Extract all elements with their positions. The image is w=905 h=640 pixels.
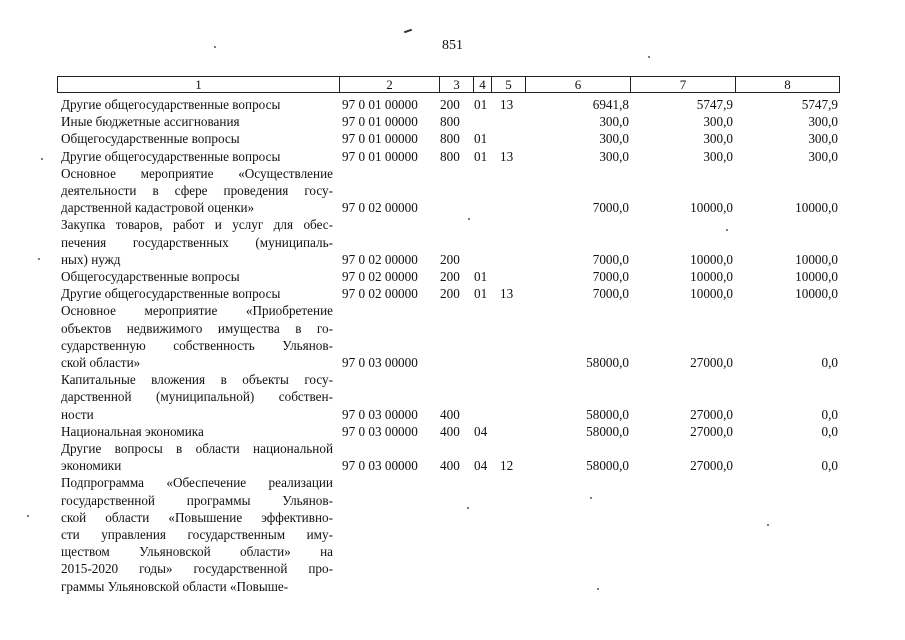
scan-speck bbox=[41, 158, 43, 160]
row-col-7: 27000,0 bbox=[690, 458, 733, 474]
scan-speck bbox=[27, 515, 29, 517]
row-name-line: Основное мероприятие «Приобретение bbox=[61, 303, 333, 319]
row-code: 97 0 03 00000 bbox=[342, 423, 418, 439]
table-row bbox=[0, 268, 905, 285]
header-col-7: 7 bbox=[630, 77, 735, 92]
header-col-2: 2 bbox=[339, 77, 439, 92]
row-col-4: 01 bbox=[474, 269, 488, 285]
row-code: 97 0 02 00000 bbox=[342, 286, 418, 302]
row-code: 97 0 02 00000 bbox=[342, 269, 418, 285]
scan-speck bbox=[726, 229, 728, 231]
row-col-4: 01 bbox=[474, 131, 488, 147]
row-name bbox=[61, 302, 333, 371]
table-row bbox=[0, 96, 905, 113]
row-col-4: 01 bbox=[474, 148, 488, 164]
row-name-line: Подпрограмма «Обеспечение реализации bbox=[61, 475, 333, 491]
row-name bbox=[61, 165, 333, 217]
row-name-line: Другие общегосударственные вопросы bbox=[61, 148, 281, 164]
scan-speck bbox=[767, 524, 769, 526]
row-name-line: сти управления государственным иму- bbox=[61, 527, 333, 543]
row-col-7: 5747,9 bbox=[696, 97, 733, 112]
row-col-7: 10000,0 bbox=[690, 251, 733, 267]
scan-speck bbox=[468, 218, 470, 220]
row-name-line: Закупка товаров, работ и услуг для обес- bbox=[61, 217, 333, 233]
row-name bbox=[61, 113, 333, 130]
table-row bbox=[0, 130, 905, 147]
row-col-7: 10000,0 bbox=[690, 200, 733, 216]
row-col-6: 300,0 bbox=[599, 131, 629, 147]
table-row bbox=[0, 216, 905, 268]
row-col-8: 10000,0 bbox=[795, 251, 838, 267]
row-name-line: ской области» bbox=[61, 355, 141, 371]
row-col-6: 300,0 bbox=[599, 148, 629, 164]
header-col-3: 3 bbox=[439, 77, 473, 92]
row-name-line: Другие вопросы в области национальной bbox=[61, 441, 333, 457]
table-row bbox=[0, 302, 905, 371]
row-name bbox=[61, 285, 333, 302]
row-name-line: Другие общегосударственные вопросы bbox=[61, 286, 281, 302]
row-col-6: 58000,0 bbox=[586, 406, 629, 422]
row-col-8: 0,0 bbox=[821, 458, 838, 474]
row-code: 97 0 03 00000 bbox=[342, 355, 418, 371]
row-name-line: ности bbox=[61, 406, 94, 422]
row-col-4: 04 bbox=[474, 458, 488, 474]
row-col-8: 0,0 bbox=[821, 355, 838, 371]
row-name-line: граммы Ульяновской области «Повыше- bbox=[61, 578, 289, 594]
row-col-4: 04 bbox=[474, 423, 488, 439]
row-name bbox=[61, 440, 333, 474]
table-row bbox=[0, 148, 905, 165]
row-col-8: 0,0 bbox=[821, 423, 838, 439]
row-col-4: 01 bbox=[474, 97, 488, 112]
table-body bbox=[0, 96, 905, 595]
row-name-line: объектов недвижимого имущества в го- bbox=[61, 320, 333, 336]
row-col-3: 200 bbox=[440, 97, 460, 112]
row-col-7: 27000,0 bbox=[690, 423, 733, 439]
row-name-line: ных) нужд bbox=[61, 251, 121, 267]
row-name-line: Другие общегосударственные вопросы bbox=[61, 97, 281, 112]
stray-mark bbox=[404, 29, 412, 34]
row-name bbox=[61, 216, 333, 268]
table-row bbox=[0, 165, 905, 217]
row-col-3: 200 bbox=[440, 286, 460, 302]
row-col-6: 7000,0 bbox=[592, 286, 629, 302]
row-col-8: 10000,0 bbox=[795, 269, 838, 285]
row-name bbox=[61, 96, 333, 113]
scan-speck bbox=[590, 497, 592, 499]
row-name-line: Иные бюджетные ассигнования bbox=[61, 114, 240, 130]
scan-speck bbox=[597, 588, 599, 590]
row-name bbox=[61, 130, 333, 147]
row-col-3: 200 bbox=[440, 269, 460, 285]
row-name bbox=[61, 423, 333, 440]
table-header bbox=[57, 76, 840, 93]
row-col-7: 27000,0 bbox=[690, 355, 733, 371]
row-col-8: 300,0 bbox=[808, 114, 838, 130]
row-name-line: Общегосударственные вопросы bbox=[61, 269, 240, 285]
row-code: 97 0 01 00000 bbox=[342, 114, 418, 130]
row-col-3: 200 bbox=[440, 251, 460, 267]
row-col-3: 400 bbox=[440, 423, 460, 439]
row-col-8: 10000,0 bbox=[795, 200, 838, 216]
row-name-line: дарственной кадастровой оценки» bbox=[61, 200, 255, 216]
row-col-6: 58000,0 bbox=[586, 423, 629, 439]
page-number: 851 bbox=[442, 38, 463, 53]
row-col-8: 300,0 bbox=[808, 131, 838, 147]
row-name bbox=[61, 474, 333, 594]
row-col-7: 300,0 bbox=[703, 114, 733, 130]
row-col-7: 300,0 bbox=[703, 148, 733, 164]
row-name-line: Капитальные вложения в объекты госу- bbox=[61, 372, 333, 388]
row-col-8: 0,0 bbox=[821, 406, 838, 422]
row-col-5: 12 bbox=[500, 458, 514, 474]
row-name-line: Общегосударственные вопросы bbox=[61, 131, 240, 147]
row-code: 97 0 01 00000 bbox=[342, 148, 418, 164]
row-col-8: 5747,9 bbox=[801, 97, 838, 112]
row-name-line: ществом Ульяновской области» на bbox=[61, 544, 333, 560]
row-col-5: 13 bbox=[500, 286, 514, 302]
scan-speck bbox=[648, 56, 650, 58]
table-row bbox=[0, 285, 905, 302]
row-name bbox=[61, 268, 333, 285]
row-col-3: 800 bbox=[440, 114, 460, 130]
scan-speck bbox=[214, 46, 216, 48]
row-name-line: 2015-2020 годы» государственной про- bbox=[61, 561, 333, 577]
row-col-4: 01 bbox=[474, 286, 488, 302]
header-col-1: 1 bbox=[195, 77, 202, 92]
row-col-3: 400 bbox=[440, 406, 460, 422]
row-name-line: деятельности в сфере проведения госу- bbox=[61, 183, 333, 199]
header-col-8: 8 bbox=[735, 77, 839, 92]
row-code: 97 0 03 00000 bbox=[342, 458, 418, 474]
table-row bbox=[0, 440, 905, 474]
row-col-7: 300,0 bbox=[703, 131, 733, 147]
row-name-line: печения государственных (муниципаль- bbox=[61, 234, 333, 250]
row-col-8: 300,0 bbox=[808, 148, 838, 164]
row-name bbox=[61, 148, 333, 165]
row-name-line: экономики bbox=[61, 458, 122, 474]
row-code: 97 0 01 00000 bbox=[342, 97, 418, 112]
row-col-6: 6941,8 bbox=[592, 97, 629, 112]
row-name-line: сударственную собственность Ульянов- bbox=[61, 337, 333, 353]
row-name-line: Национальная экономика bbox=[61, 423, 204, 439]
row-name-line: государственной программы Ульянов- bbox=[61, 492, 333, 508]
row-col-3: 800 bbox=[440, 148, 460, 164]
row-col-7: 27000,0 bbox=[690, 406, 733, 422]
row-name-line: дарственной (муниципальной) собствен- bbox=[61, 389, 333, 405]
row-name-line: ской области «Повышение эффективно- bbox=[61, 509, 333, 525]
row-col-3: 800 bbox=[440, 131, 460, 147]
row-col-6: 58000,0 bbox=[586, 458, 629, 474]
row-col-6: 7000,0 bbox=[592, 200, 629, 216]
row-col-6: 58000,0 bbox=[586, 355, 629, 371]
row-name-line: Основное мероприятие «Осуществление bbox=[61, 165, 333, 181]
table-row bbox=[0, 113, 905, 130]
row-code: 97 0 03 00000 bbox=[342, 406, 418, 422]
row-col-8: 10000,0 bbox=[795, 286, 838, 302]
table-row bbox=[0, 371, 905, 423]
row-col-3: 400 bbox=[440, 458, 460, 474]
header-col-4: 4 bbox=[473, 77, 491, 92]
row-name bbox=[61, 371, 333, 423]
table-row bbox=[0, 474, 905, 594]
header-col-5: 5 bbox=[491, 77, 525, 92]
row-code: 97 0 02 00000 bbox=[342, 200, 418, 216]
row-code: 97 0 02 00000 bbox=[342, 251, 418, 267]
row-col-7: 10000,0 bbox=[690, 269, 733, 285]
row-col-5: 13 bbox=[500, 97, 514, 112]
row-col-6: 7000,0 bbox=[592, 269, 629, 285]
row-code: 97 0 01 00000 bbox=[342, 131, 418, 147]
table-row bbox=[0, 423, 905, 440]
row-col-6: 300,0 bbox=[599, 114, 629, 130]
scan-speck bbox=[467, 507, 469, 509]
scan-speck bbox=[38, 258, 40, 260]
row-col-6: 7000,0 bbox=[592, 251, 629, 267]
row-col-5: 13 bbox=[500, 148, 514, 164]
row-col-7: 10000,0 bbox=[690, 286, 733, 302]
header-col-6: 6 bbox=[525, 77, 630, 92]
